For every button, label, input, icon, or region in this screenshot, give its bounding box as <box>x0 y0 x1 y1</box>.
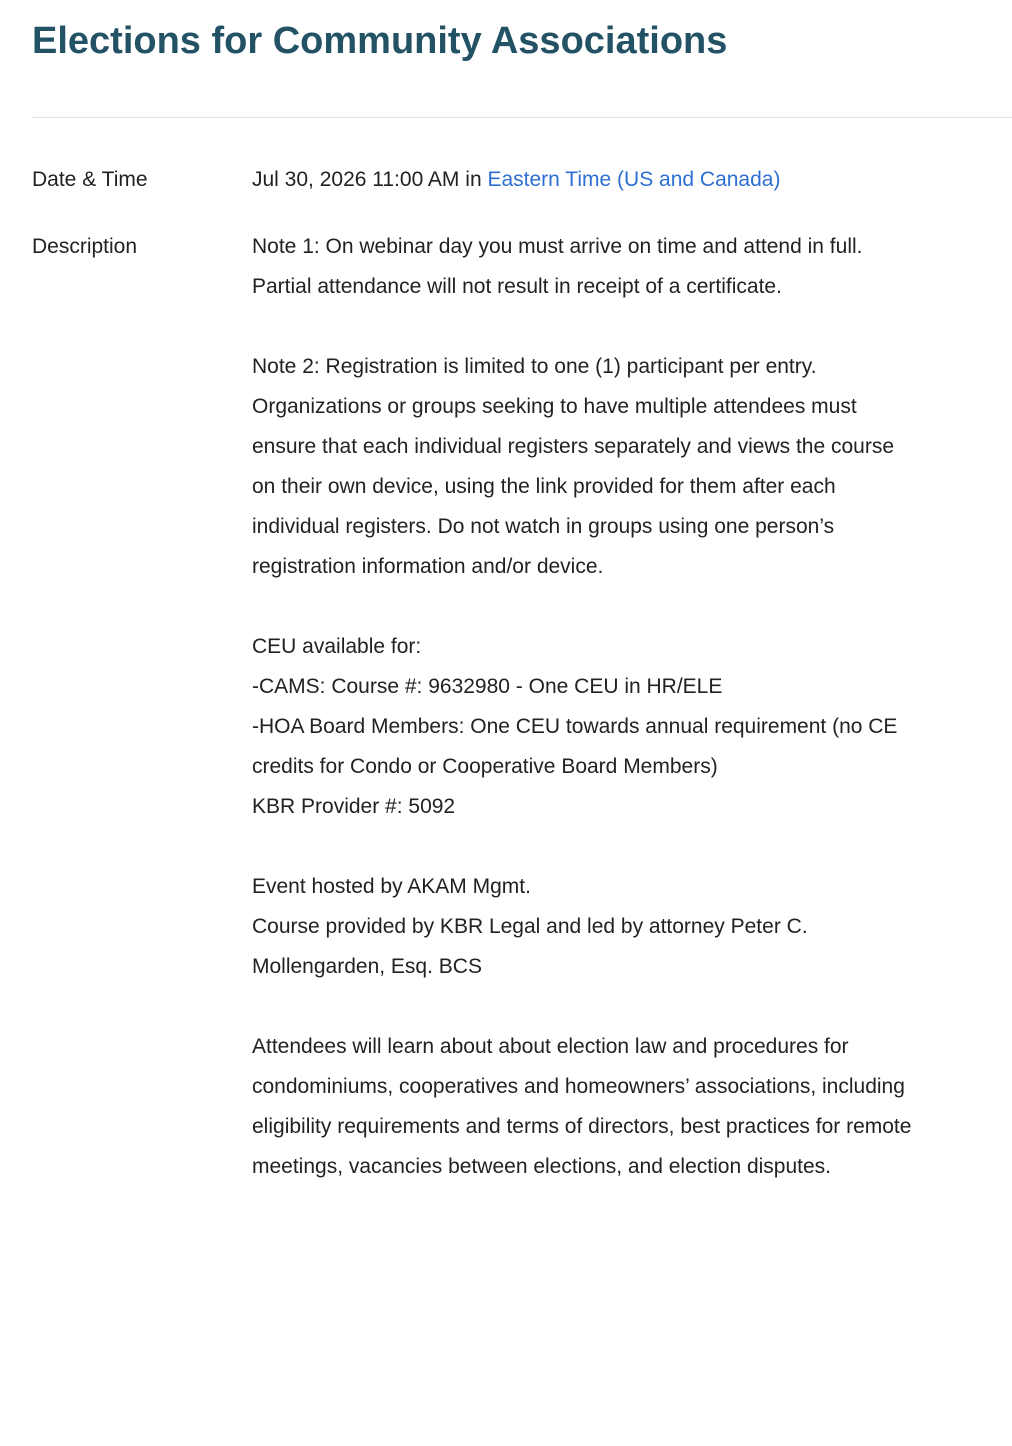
description-paragraph-ceu: CEU available for: -CAMS: Course #: 9632980 - One CEU in HR/ELE -HOA Board Members: One CEU towards annual requirement (no CE credits for Condo or Cooperative Board Members) KBR Provider #: 5092 <box>252 635 898 818</box>
date-time-value-container <box>252 160 912 200</box>
date-time-value: Jul 30, 2026 11:00 AM <box>252 168 460 191</box>
date-time-label: Date & Time <box>32 168 148 191</box>
description-paragraph-note-1: Note 1: On webinar day you must arrive on time and attend in full. Partial attendance will not result in receipt of a certificate. <box>252 235 863 298</box>
description-paragraph-note-2: Note 2: Registration is limited to one (1) participant per entry. Organizations or groups seeking to have multiple attendees must ensure that each individual registers separately and views the course on their own device, using the link provided for them after each individual registers. Do not watch in groups using one person’s registration information and/or device. <box>252 355 895 578</box>
page-title: Elections for Community Associations <box>32 20 728 62</box>
date-time-connector: in <box>465 168 482 191</box>
event-details-page <box>32 0 1012 1178</box>
title-divider <box>32 117 1012 118</box>
timezone-link[interactable]: Eastern Time (US and Canada) <box>487 168 781 191</box>
description-body <box>252 227 912 1187</box>
description-paragraph-summary: Attendees will learn about about election law and procedures for condominiums, cooperatives and homeowners’ associations, including eligibility requirements and terms of directors, best practices for remote meetings, vacancies between elections, and election disputes. <box>252 1035 912 1178</box>
description-paragraph-host: Event hosted by AKAM Mgmt. Course provided by KBR Legal and led by attorney Peter C. Mollengarden, Esq. BCS <box>252 875 808 978</box>
description-label: Description <box>32 235 138 258</box>
